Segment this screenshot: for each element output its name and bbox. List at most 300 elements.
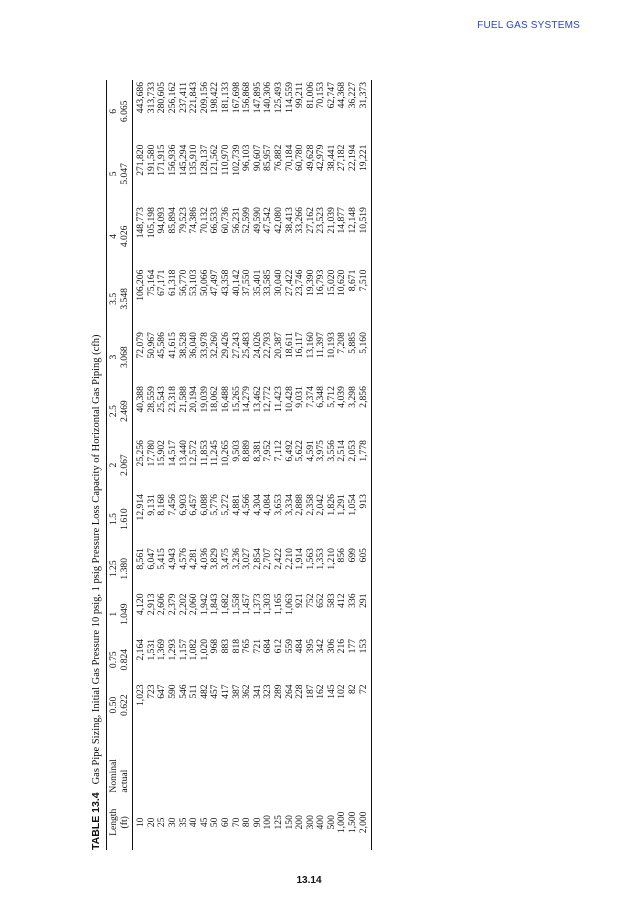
spacer-cell — [337, 728, 348, 795]
capacity-cell: 1,682 — [219, 593, 231, 616]
capacity-cell: 1,063 — [283, 593, 295, 616]
capacity-cell: 605 — [359, 546, 372, 591]
actual-size-header: 0.622 — [120, 682, 133, 727]
capacity-cell: 1,563 — [304, 548, 316, 570]
capacity-cell: 4,881 — [230, 494, 242, 516]
capacity-cell: 61,318 — [166, 269, 178, 296]
nominal-size-header: 0.50 — [107, 682, 120, 727]
capacity-cell: 342 — [315, 638, 327, 654]
spacer-cell — [242, 728, 253, 795]
table-label: TABLE 13.4 — [90, 792, 102, 850]
capacity-cell: 20,194 — [188, 386, 200, 413]
capacity-cell: 49,590 — [251, 207, 263, 234]
capacity-cell: 8,168 — [156, 494, 168, 516]
nominal-size-header: 6 — [107, 80, 120, 143]
capacity-cell: 35,401 — [251, 269, 263, 296]
capacity-cell: 412 — [336, 593, 348, 608]
capacity-cell: 16,117 — [294, 332, 306, 359]
capacity-cell: 47,542 — [262, 207, 274, 234]
capacity-cell: 15,265 — [230, 386, 242, 413]
capacity-cell: 29,426 — [219, 332, 231, 359]
capacity-cell: 145,294 — [177, 144, 189, 176]
capacity-cell: 33,978 — [198, 332, 210, 359]
capacity-cell: 443,686 — [135, 82, 147, 114]
capacity-cell: 90,607 — [251, 144, 263, 171]
capacity-cell: 5,160 — [359, 330, 372, 384]
spacer-cell — [133, 728, 147, 795]
capacity-cell: 74,386 — [188, 207, 200, 234]
capacity-cell: 4,036 — [198, 548, 210, 570]
capacity-cell: 9,031 — [294, 386, 306, 408]
capacity-cell: 38,441 — [325, 144, 337, 171]
table-body — [133, 80, 372, 850]
length-cell: 20 — [145, 817, 157, 828]
capacity-cell: 22,194 — [347, 144, 359, 171]
capacity-cell: 12,148 — [347, 207, 359, 234]
length-cell: 60 — [219, 817, 231, 828]
capacity-cell: 38,413 — [283, 207, 295, 234]
capacity-cell: 13,160 — [304, 332, 316, 359]
nominal-size-header: 4 — [107, 205, 120, 268]
capacity-cell: 699 — [347, 548, 359, 563]
capacity-cell: 4,591 — [304, 440, 316, 462]
capacity-cell: 49,628 — [304, 144, 316, 171]
capacity-cell: 8,671 — [347, 269, 359, 292]
capacity-cell: 79,523 — [177, 207, 189, 234]
capacity-cell: 6,492 — [283, 440, 295, 462]
nominal-size-header: 2 — [107, 438, 120, 492]
capacity-cell: 177 — [347, 638, 359, 654]
capacity-cell: 15,902 — [156, 440, 168, 467]
capacity-cell: 16,488 — [219, 386, 231, 413]
table-row — [263, 80, 274, 850]
capacity-cell: 1,778 — [359, 438, 372, 492]
capacity-cell: 99,211 — [294, 82, 306, 109]
capacity-cell: 50,967 — [145, 332, 157, 359]
capacity-cell: 50,066 — [198, 269, 210, 296]
capacity-cell: 11,397 — [315, 332, 327, 359]
capacity-cell: 1,457 — [241, 593, 253, 616]
table-row — [232, 80, 243, 850]
capacity-cell: 40,142 — [230, 269, 242, 296]
capacity-cell: 14,517 — [166, 440, 178, 467]
capacity-cell: 66,533 — [209, 207, 221, 234]
capacity-cell: 187 — [304, 684, 316, 699]
capacity-cell: 5,622 — [294, 440, 306, 462]
nominal-size-header: 3.5 — [107, 268, 120, 331]
capacity-cell: 323 — [262, 684, 274, 699]
capacity-cell: 60,780 — [294, 144, 306, 171]
capacity-cell: 13,462 — [251, 386, 263, 413]
capacity-cell: 43,358 — [219, 269, 231, 296]
capacity-cell: 3,975 — [315, 440, 327, 462]
table-row — [306, 80, 317, 850]
length-cell: 1,500 — [347, 811, 359, 834]
capacity-cell: 1,054 — [347, 494, 359, 516]
gas-pipe-sizing-table — [106, 80, 372, 850]
capacity-cell: 94,093 — [156, 207, 168, 234]
capacity-cell: 3,027 — [241, 548, 253, 570]
capacity-cell: 18,611 — [283, 332, 295, 359]
capacity-cell: 280,605 — [156, 82, 168, 114]
length-cell: 125 — [272, 815, 284, 830]
page-number: 13.14 — [296, 875, 322, 886]
capacity-cell: 70,184 — [283, 144, 295, 171]
capacity-cell: 53,103 — [188, 269, 200, 296]
capacity-cell: 7,510 — [359, 268, 372, 331]
capacity-cell: 9,503 — [230, 440, 242, 462]
capacity-cell: 883 — [219, 638, 231, 654]
capacity-cell: 387 — [230, 684, 242, 699]
length-cell: 200 — [294, 815, 306, 830]
table-row — [221, 80, 232, 850]
capacity-cell: 395 — [304, 638, 316, 654]
capacity-cell: 921 — [294, 593, 306, 608]
capacity-cell: 110,970 — [219, 144, 231, 176]
spacer-cell — [147, 728, 158, 795]
capacity-cell: 6,903 — [177, 494, 189, 516]
capacity-cell: 4,304 — [251, 494, 263, 516]
capacity-cell: 102 — [336, 684, 348, 699]
capacity-cell: 21,588 — [177, 386, 189, 413]
capacity-cell: 2,060 — [188, 593, 200, 616]
capacity-cell: 42,080 — [272, 207, 284, 234]
table-row — [168, 80, 179, 850]
capacity-cell: 3,475 — [219, 548, 231, 570]
capacity-cell: 2,606 — [156, 593, 168, 616]
capacity-cell: 33,266 — [294, 207, 306, 234]
actual-size-header: 1.610 — [120, 492, 133, 546]
table-row — [274, 80, 285, 850]
capacity-cell: 4,084 — [262, 494, 274, 516]
capacity-cell: 684 — [262, 638, 274, 654]
capacity-cell: 140,306 — [262, 82, 274, 114]
capacity-cell: 30,040 — [272, 269, 284, 296]
capacity-cell: 13,440 — [177, 440, 189, 467]
capacity-cell: 125,493 — [272, 82, 284, 114]
length-cell: 1,000 — [336, 811, 348, 834]
capacity-cell: 3,334 — [283, 494, 295, 516]
spacer-cell — [274, 728, 285, 795]
capacity-cell: 3,556 — [325, 440, 337, 462]
capacity-cell: 45,586 — [156, 332, 168, 359]
capacity-cell: 191,580 — [145, 144, 157, 176]
length-cell: 500 — [325, 815, 337, 830]
capacity-cell: 2,707 — [262, 548, 274, 570]
capacity-cell: 72 — [359, 682, 372, 727]
capacity-cell: 147,895 — [251, 82, 263, 114]
capacity-cell: 27,162 — [304, 207, 316, 234]
capacity-cell: 264 — [283, 684, 295, 699]
capacity-cell: 1,023 — [135, 684, 147, 706]
capacity-cell: 25,256 — [135, 440, 147, 467]
capacity-cell: 721 — [251, 638, 263, 654]
capacity-cell: 341 — [251, 684, 263, 699]
capacity-cell: 156,936 — [166, 144, 178, 176]
capacity-cell: 4,039 — [336, 386, 348, 408]
capacity-cell: 9,131 — [145, 494, 157, 516]
capacity-cell: 306 — [325, 638, 337, 654]
spacer-cell — [232, 728, 243, 795]
capacity-cell: 24,026 — [251, 332, 263, 359]
capacity-cell: 121,562 — [209, 144, 221, 176]
capacity-cell: 23,318 — [166, 386, 178, 413]
capacity-cell: 1,373 — [251, 593, 263, 616]
spacer-cell — [295, 728, 306, 795]
table-row — [133, 80, 147, 850]
capacity-cell: 27,243 — [230, 332, 242, 359]
capacity-cell: 102,739 — [230, 144, 242, 176]
capacity-cell: 1,531 — [145, 638, 157, 661]
nominal-label: Nominal — [107, 728, 120, 795]
capacity-cell: 590 — [166, 684, 178, 699]
actual-label: actual — [120, 728, 133, 795]
actual-size-header: 2.067 — [120, 438, 133, 492]
capacity-cell: 3,829 — [209, 548, 221, 570]
nominal-size-header: 5 — [107, 143, 120, 206]
capacity-cell: 1,210 — [325, 548, 337, 570]
capacity-cell: 44,368 — [336, 82, 348, 109]
capacity-cell: 3,653 — [272, 494, 284, 516]
spacer-cell — [210, 728, 221, 795]
capacity-cell: 38,528 — [177, 332, 189, 359]
capacity-cell: 216 — [336, 638, 348, 654]
actual-size-header: 3.068 — [120, 330, 133, 384]
capacity-cell: 482 — [198, 684, 210, 699]
length-cell: 80 — [241, 817, 253, 828]
length-cell: 300 — [304, 815, 316, 830]
capacity-cell: 17,780 — [145, 440, 157, 467]
capacity-cell: 647 — [156, 684, 168, 699]
spacer-cell — [189, 728, 200, 795]
capacity-cell: 271,820 — [135, 144, 147, 176]
capacity-cell: 417 — [219, 684, 231, 699]
spacer-cell — [348, 728, 359, 795]
capacity-cell: 2,202 — [177, 593, 189, 616]
capacity-cell: 47,497 — [209, 269, 221, 296]
capacity-cell: 10,193 — [325, 332, 337, 359]
length-cell: 35 — [177, 817, 189, 828]
nominal-size-header: 1.5 — [107, 492, 120, 546]
capacity-cell: 484 — [294, 638, 306, 654]
capacity-cell: 67,171 — [156, 269, 168, 296]
actual-size-header: 6.065 — [120, 80, 133, 143]
length-header: Length — [107, 795, 120, 850]
capacity-cell: 23,523 — [315, 207, 327, 234]
capacity-cell: 37,550 — [241, 269, 253, 296]
nominal-size-header: 1 — [107, 592, 120, 637]
capacity-cell: 3,236 — [230, 548, 242, 570]
capacity-cell: 5,885 — [347, 332, 359, 354]
capacity-cell: 21,039 — [325, 207, 337, 234]
capacity-cell: 32,260 — [209, 332, 221, 359]
capacity-cell: 10,428 — [283, 386, 295, 413]
length-cell: 50 — [209, 817, 221, 828]
capacity-cell: 11,423 — [272, 386, 284, 413]
table-row — [295, 80, 306, 850]
capacity-cell: 27,182 — [336, 144, 348, 171]
capacity-cell: 1,082 — [188, 638, 200, 661]
capacity-cell: 752 — [304, 593, 316, 608]
capacity-cell: 56,770 — [177, 269, 189, 296]
capacity-cell: 81,006 — [304, 82, 316, 109]
capacity-cell: 82 — [347, 684, 359, 694]
capacity-cell: 153 — [359, 637, 372, 682]
length-cell: 40 — [188, 817, 200, 828]
capacity-cell: 913 — [359, 492, 372, 546]
capacity-cell: 4,576 — [177, 548, 189, 570]
capacity-cell: 6,088 — [198, 494, 210, 516]
capacity-cell: 2,854 — [251, 548, 263, 570]
capacity-cell: 8,889 — [241, 440, 253, 462]
capacity-cell: 62,747 — [325, 82, 337, 109]
header-row-nominal — [107, 80, 120, 850]
capacity-cell: 14,877 — [336, 207, 348, 234]
capacity-cell: 11,853 — [198, 440, 210, 467]
capacity-cell: 12,572 — [188, 440, 200, 467]
capacity-cell: 4,943 — [166, 548, 178, 570]
table-row — [337, 80, 348, 850]
table-row — [359, 80, 372, 850]
capacity-cell: 25,543 — [156, 386, 168, 413]
table-title: Gas Pipe Sizing, Initial Gas Pressure 10 psig, 1 psig Pressure Loss Capacity of Horizontal Gas Piping (cfh) — [91, 334, 102, 785]
capacity-cell: 362 — [241, 684, 253, 699]
capacity-cell: 14,279 — [241, 386, 253, 413]
capacity-cell: 336 — [347, 593, 359, 608]
capacity-cell: 23,746 — [294, 269, 306, 296]
capacity-cell: 7,374 — [304, 386, 316, 408]
header-row-actual — [120, 80, 133, 850]
capacity-cell: 6,457 — [188, 494, 200, 516]
capacity-cell: 3,298 — [347, 386, 359, 408]
capacity-cell: 2,913 — [145, 593, 157, 616]
capacity-cell: 11,245 — [209, 440, 221, 467]
actual-size-header: 0.824 — [120, 637, 133, 682]
capacity-cell: 76,882 — [272, 144, 284, 171]
capacity-cell: 36,227 — [347, 82, 359, 109]
actual-size-header: 1.380 — [120, 546, 133, 591]
capacity-cell: 511 — [188, 684, 200, 699]
capacity-cell: 457 — [209, 684, 221, 699]
capacity-cell: 31,373 — [359, 80, 372, 143]
capacity-cell: 2,053 — [347, 440, 359, 462]
table-row — [316, 80, 327, 850]
capacity-cell: 28,559 — [145, 386, 157, 413]
capacity-cell: 313,733 — [145, 82, 157, 114]
capacity-cell: 583 — [325, 593, 337, 608]
table-row — [253, 80, 264, 850]
capacity-cell: 8,381 — [251, 440, 263, 462]
capacity-cell: 1,369 — [156, 638, 168, 661]
actual-size-header: 5.047 — [120, 143, 133, 206]
spacer-cell — [327, 728, 338, 795]
capacity-cell: 10,265 — [219, 440, 231, 467]
spacer-cell — [306, 728, 317, 795]
capacity-cell: 135,910 — [188, 144, 200, 176]
length-cell: 90 — [251, 817, 263, 828]
table-caption — [88, 334, 104, 850]
capacity-cell: 171,915 — [156, 144, 168, 176]
capacity-cell: 1,843 — [209, 593, 221, 616]
capacity-cell: 12,772 — [262, 386, 274, 413]
capacity-cell: 2,422 — [272, 548, 284, 570]
capacity-cell: 818 — [230, 638, 242, 654]
capacity-cell: 15,020 — [325, 269, 337, 296]
capacity-cell: 546 — [177, 684, 189, 699]
capacity-cell: 70,132 — [198, 207, 210, 234]
spacer-cell — [316, 728, 327, 795]
table-row — [285, 80, 296, 850]
capacity-cell: 1,558 — [230, 593, 242, 616]
capacity-cell: 167,698 — [230, 82, 242, 114]
spacer-cell — [179, 728, 190, 795]
capacity-cell: 1,291 — [336, 494, 348, 516]
length-cell: 30 — [166, 817, 178, 828]
table-row — [327, 80, 338, 850]
capacity-cell: 1,353 — [315, 548, 327, 570]
capacity-cell: 256,162 — [166, 82, 178, 114]
capacity-cell: 2,042 — [315, 494, 327, 516]
capacity-cell: 20,387 — [272, 332, 284, 359]
capacity-cell: 2,888 — [294, 494, 306, 516]
capacity-cell: 42,979 — [315, 144, 327, 171]
capacity-cell: 1,942 — [198, 593, 210, 616]
capacity-cell: 25,483 — [241, 332, 253, 359]
length-cell: 100 — [262, 815, 274, 830]
capacity-cell: 5,712 — [325, 386, 337, 408]
capacity-cell: 33,585 — [262, 269, 274, 296]
nominal-size-header: 0.75 — [107, 637, 120, 682]
capacity-cell: 8,561 — [135, 548, 147, 570]
capacity-cell: 7,952 — [262, 440, 274, 462]
capacity-cell: 209,156 — [198, 82, 210, 114]
actual-size-header: 1.049 — [120, 592, 133, 637]
capacity-cell: 36,040 — [188, 332, 200, 359]
capacity-cell: 2,379 — [166, 593, 178, 616]
capacity-cell: 85,957 — [262, 144, 274, 171]
capacity-cell: 75,164 — [145, 269, 157, 296]
capacity-cell: 27,422 — [283, 269, 295, 296]
capacity-cell: 10,519 — [359, 205, 372, 268]
actual-size-header: 4.026 — [120, 205, 133, 268]
capacity-cell: 4,281 — [188, 548, 200, 570]
capacity-cell: 52,599 — [241, 207, 253, 234]
capacity-cell: 10,620 — [336, 269, 348, 296]
capacity-cell: 145 — [325, 684, 337, 699]
capacity-cell: 5,272 — [219, 494, 231, 516]
capacity-cell: 6,348 — [315, 386, 327, 408]
capacity-cell: 228 — [294, 684, 306, 699]
capacity-cell: 162 — [315, 684, 327, 699]
capacity-cell: 198,422 — [209, 82, 221, 114]
spacer-cell — [359, 728, 372, 795]
length-cell: 2,000 — [359, 795, 372, 850]
nominal-size-header: 3 — [107, 330, 120, 384]
capacity-cell: 4,566 — [241, 494, 253, 516]
capacity-cell: 2,164 — [135, 638, 147, 661]
actual-size-header: 2.469 — [120, 384, 133, 438]
capacity-cell: 765 — [241, 638, 253, 654]
capacity-cell: 106,206 — [135, 269, 147, 301]
capacity-cell: 128,137 — [198, 144, 210, 176]
capacity-cell: 652 — [315, 593, 327, 608]
length-cell: 150 — [283, 815, 295, 830]
capacity-cell: 7,112 — [272, 440, 284, 462]
capacity-cell: 72,079 — [135, 332, 147, 359]
capacity-cell: 221,843 — [188, 82, 200, 114]
capacity-cell: 2,514 — [336, 440, 348, 462]
spacer-cell — [157, 728, 168, 795]
